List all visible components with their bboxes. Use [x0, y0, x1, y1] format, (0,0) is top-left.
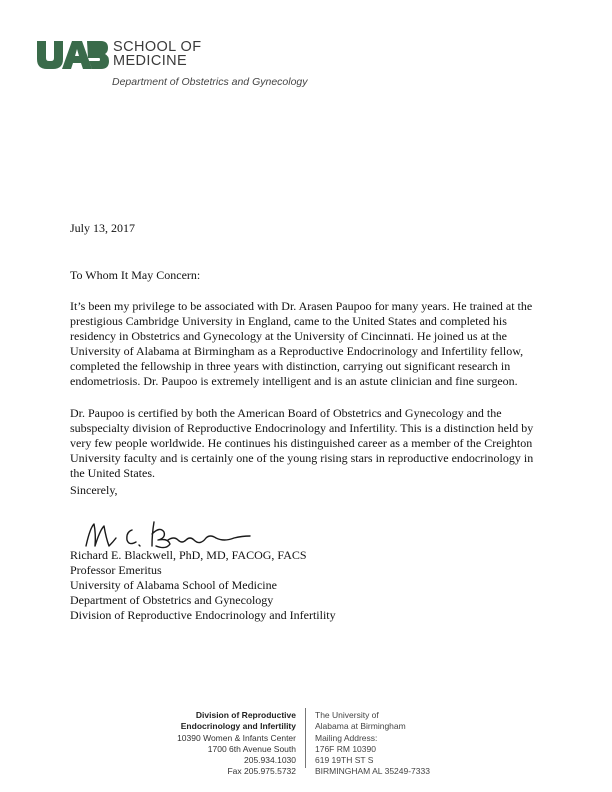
department-name: Department of Obstetrics and Gynecology	[112, 76, 308, 88]
signer-division: Division of Reproductive Endocrinology and Infertility	[70, 608, 336, 622]
paragraph-line: Dr. Paupoo is certified by both the American Board of Obstetrics and Gynecology and the	[70, 406, 502, 420]
footer-mailing-line: 176F RM 10390	[315, 743, 376, 754]
uab-logo	[37, 41, 109, 69]
footer-division-title-2: Endocrinology and Infertility	[180, 721, 296, 732]
paragraph-line: subspecialty division of Reproductive Endocrinology and Infertility. This is a distinction held by	[70, 421, 534, 435]
footer-mailing-line: Alabama at Birmingham	[315, 721, 406, 732]
footer-address-line-2: 1700 6th Avenue South	[207, 743, 296, 754]
paragraph-line: the United States.	[70, 466, 155, 480]
closing: Sincerely,	[70, 483, 118, 497]
signer-name: Richard E. Blackwell, PhD, MD, FACOG, FACS	[70, 548, 307, 562]
footer-mailing-address	[315, 710, 430, 778]
footer-fax: Fax 205.975.5732	[227, 766, 296, 777]
paragraph-line: completed the fellowship in three years with distinction, carrying out significant research in	[70, 359, 511, 373]
footer-mailing-line: 619 19TH ST S	[315, 755, 374, 766]
footer-phone: 205.934.1030	[244, 755, 296, 766]
paragraph-line: residency in Obstetrics and Gynecology at the University of Cincinnati. He joined us at the	[70, 329, 507, 343]
footer-mailing-line: The University of	[315, 710, 379, 720]
letterhead	[37, 38, 357, 98]
signature-block	[70, 548, 336, 623]
paragraph-line: It’s been my privilege to be associated with Dr. Arasen Paupoo for many years. He trained at the	[70, 299, 533, 313]
paragraph-1	[70, 299, 548, 389]
footer-address-line-1: 10390 Women & Infants Center	[177, 732, 296, 743]
footer-mailing-line: Mailing Address:	[315, 732, 378, 743]
paragraph-line: prestigious Cambridge University in England, came to the United States and completed his	[70, 314, 507, 328]
footer-division-address	[177, 710, 296, 778]
paragraph-line: University faculty and is certainly one of the young rising stars in reproductive endocrinology in	[70, 451, 534, 465]
footer-division-title-1: Division of Reproductive	[195, 710, 296, 720]
salutation: To Whom It May Concern:	[70, 268, 201, 282]
school-name-line1: SCHOOL OF	[113, 39, 202, 55]
footer-divider	[305, 708, 306, 768]
school-name	[113, 40, 201, 68]
paragraph-line: University of Alabama at Birmingham as a Reproductive Endocrinology and Infertility fellow,	[70, 344, 524, 358]
school-name-line2: MEDICINE	[113, 53, 188, 69]
paragraph-2	[70, 406, 548, 481]
signer-institution: University of Alabama School of Medicine	[70, 578, 277, 592]
letter-date: July 13, 2017	[70, 221, 136, 235]
paragraph-line: endometriosis. Dr. Paupoo is extremely intelligent and is an astute clinician and fine surgeon.	[70, 374, 518, 388]
footer-mailing-line: BIRMINGHAM AL 35249-7333	[315, 766, 430, 777]
signer-title: Professor Emeritus	[70, 563, 162, 577]
signer-department: Department of Obstetrics and Gynecology	[70, 593, 274, 607]
paragraph-line: very few people worldwide. He continues his distinguished career as a member of the Creighton	[70, 436, 533, 450]
